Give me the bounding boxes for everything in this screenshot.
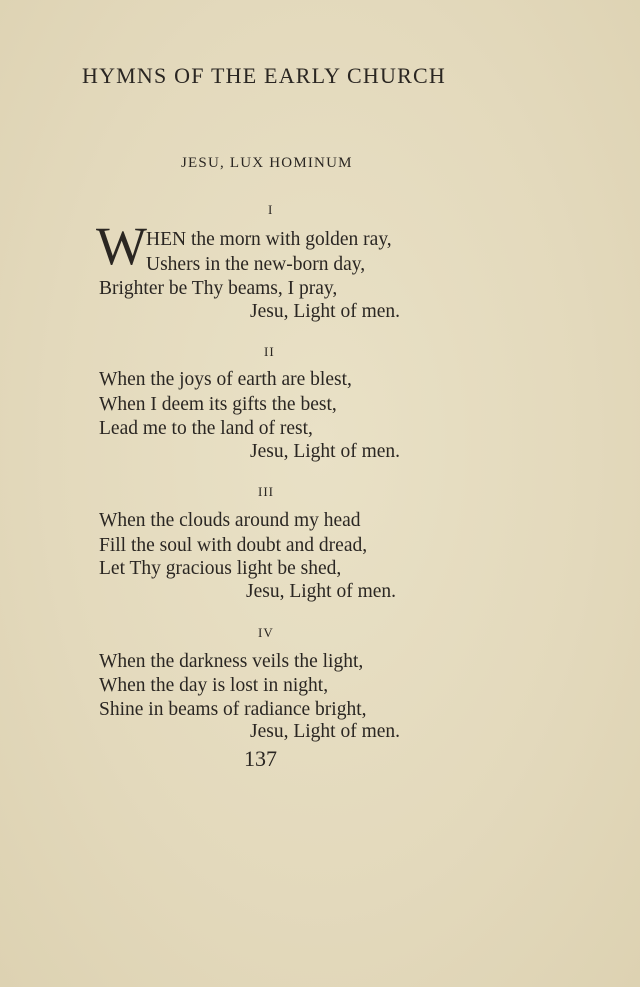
- stanza-3-line-1: When the clouds around my head: [99, 510, 361, 531]
- stanza-1-line-2: Ushers in the new-born day,: [146, 254, 366, 275]
- drop-cap-initial: W: [96, 216, 147, 276]
- stanza-1-refrain: Jesu, Light of men.: [250, 301, 401, 322]
- stanza-2-line-1: When the joys of earth are blest,: [99, 369, 352, 390]
- stanza-1-line-3: Brighter be Thy beams, I pray,: [99, 278, 338, 299]
- stanza-3-line-3: Let Thy gracious light be shed,: [99, 558, 342, 579]
- stanza-number-2: II: [264, 344, 275, 359]
- stanza-4-refrain: Jesu, Light of men.: [250, 721, 401, 742]
- stanza-3-line-2: Fill the soul with doubt and dread,: [99, 535, 368, 556]
- page-number: 137: [244, 746, 277, 771]
- running-head: HYMNS OF THE EARLY CHURCH: [82, 63, 446, 88]
- stanza-number-4: IV: [258, 625, 274, 640]
- stanza-1-line-1: HEN the morn with golden ray,: [146, 229, 392, 250]
- stanza-2-refrain: Jesu, Light of men.: [250, 441, 401, 462]
- stanza-4-line-2: When the day is lost in night,: [99, 675, 329, 696]
- stanza-number-1: I: [268, 202, 274, 217]
- stanza-2-line-3: Lead me to the land of rest,: [99, 418, 313, 439]
- stanza-4-line-1: When the darkness veils the light,: [99, 651, 364, 672]
- stanza-2-line-2: When I deem its gifts the best,: [99, 394, 337, 415]
- stanza-3-refrain: Jesu, Light of men.: [246, 581, 397, 602]
- stanza-number-3: III: [258, 484, 274, 499]
- hymn-title: JESU, LUX HOMINUM: [181, 155, 353, 171]
- stanza-4-line-3: Shine in beams of radiance bright,: [99, 699, 367, 720]
